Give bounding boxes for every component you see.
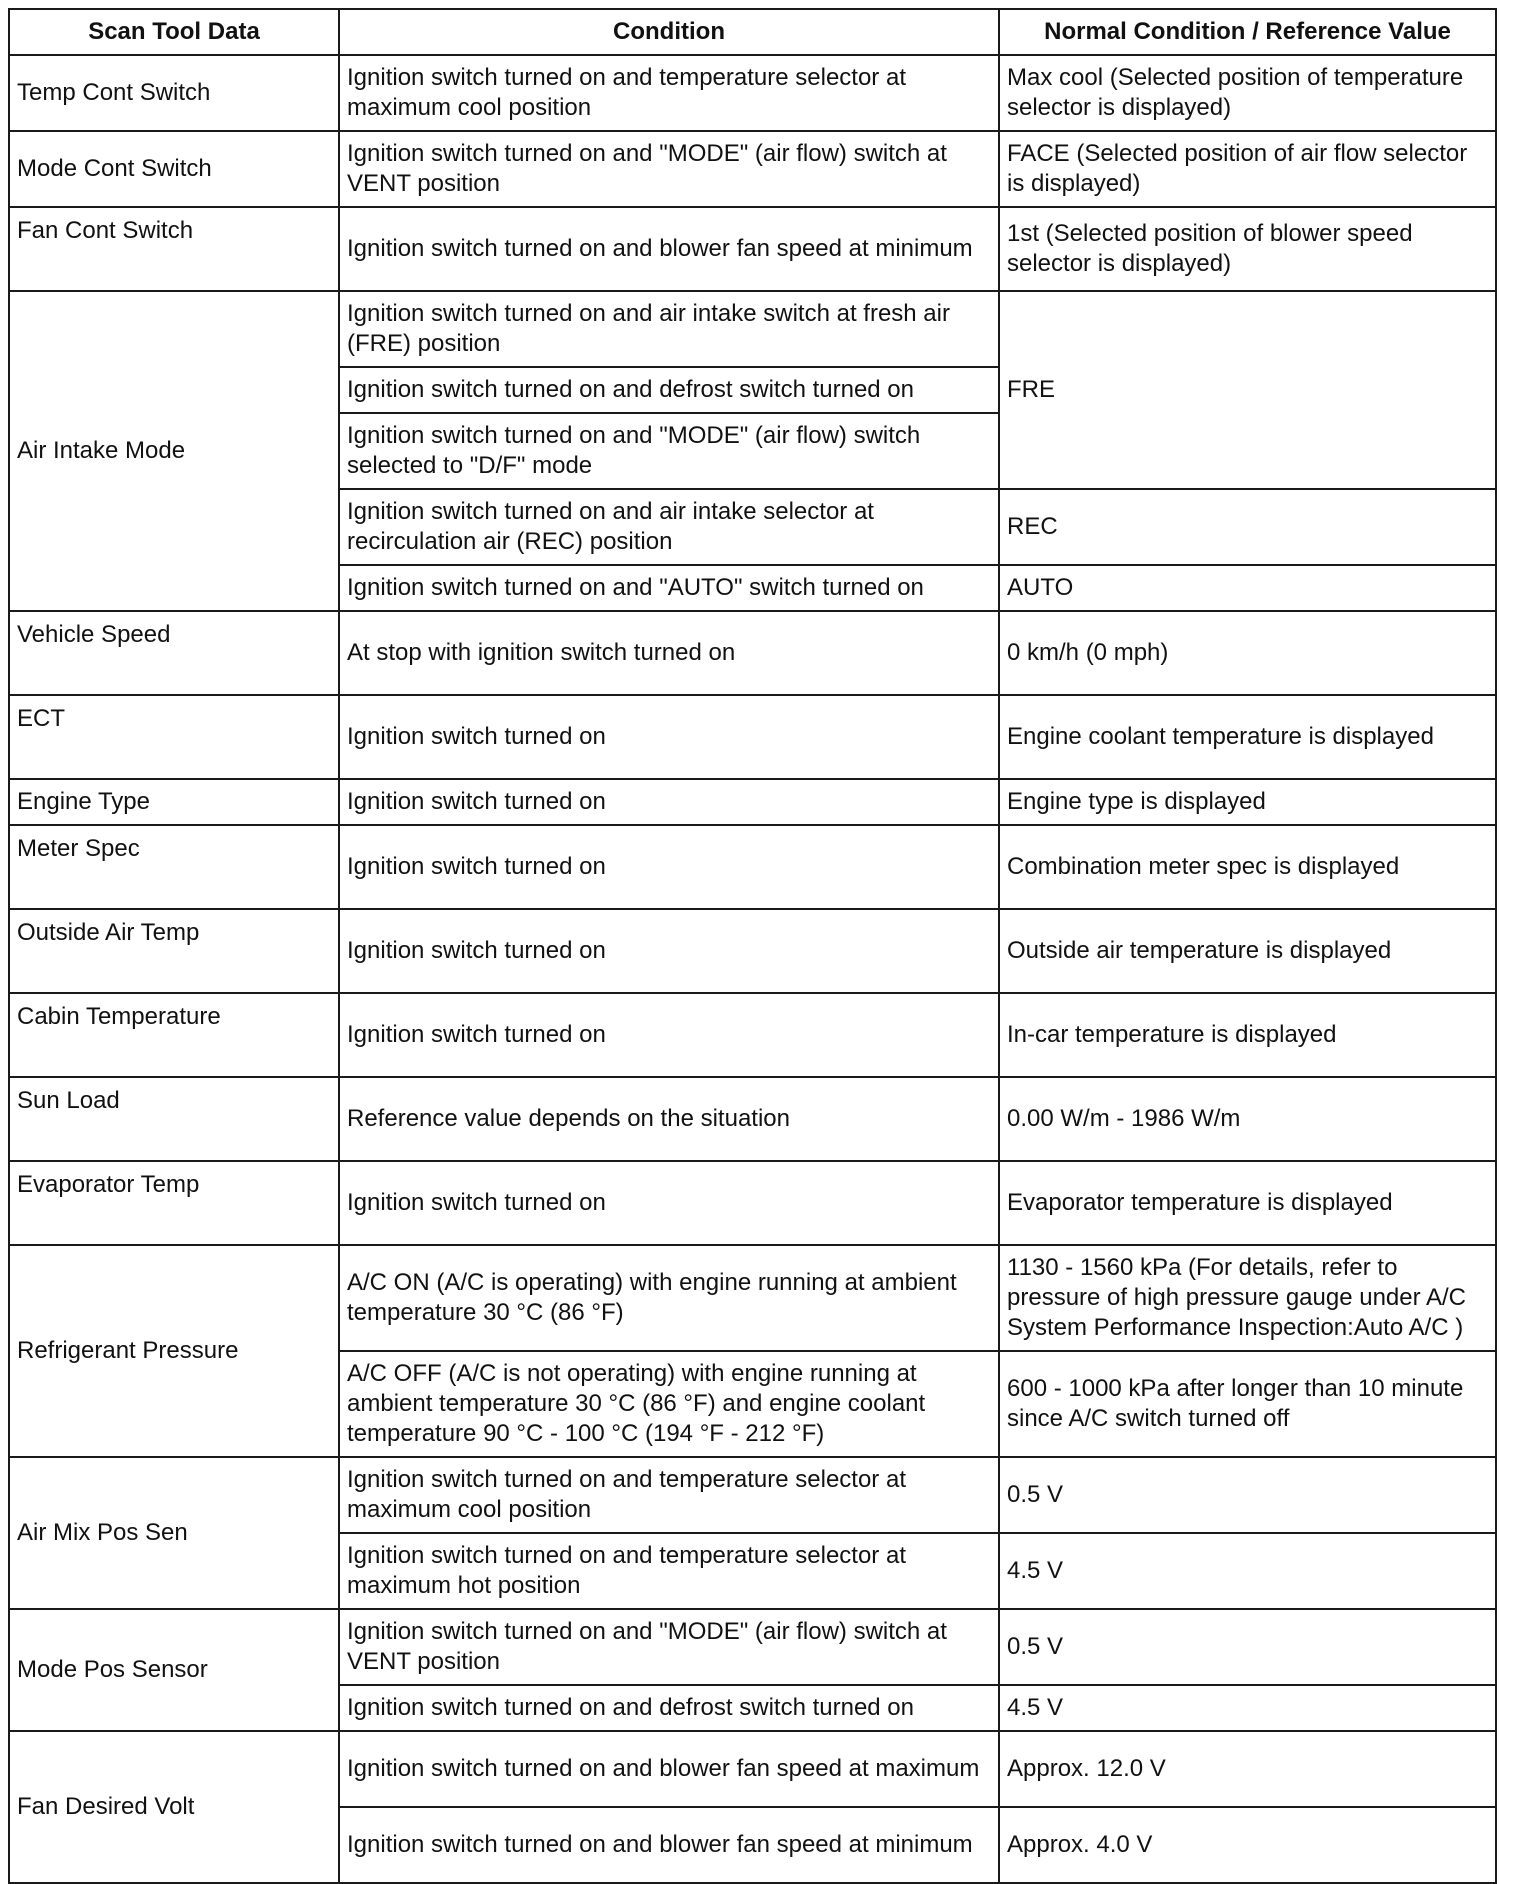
row-item: Air Mix Pos Sen: [9, 1457, 339, 1609]
row-condition: Ignition switch turned on: [339, 993, 999, 1077]
row-value: AUTO: [999, 565, 1496, 611]
table-row: [9, 909, 1496, 993]
scan-tool-data-table: [8, 8, 1497, 1884]
row-value: Combination meter spec is displayed: [999, 825, 1496, 909]
row-condition: Reference value depends on the situation: [339, 1077, 999, 1161]
row-item: Cabin Temperature: [9, 993, 339, 1077]
row-condition: Ignition switch turned on and "MODE" (air flow) switch at VENT position: [339, 131, 999, 207]
row-value: FACE (Selected position of air flow selector is displayed): [999, 131, 1496, 207]
row-condition: Ignition switch turned on and temperature selector at maximum cool position: [339, 1457, 999, 1533]
row-value: Approx. 12.0 V: [999, 1731, 1496, 1807]
row-value: 0.00 W/m - 1986 W/m: [999, 1077, 1496, 1161]
table-row: [9, 825, 1496, 909]
row-value: In-car temperature is displayed: [999, 993, 1496, 1077]
row-condition: Ignition switch turned on and temperature selector at maximum cool position: [339, 55, 999, 131]
row-value: Engine type is displayed: [999, 779, 1496, 825]
table-row: [9, 1731, 1496, 1807]
row-item: Outside Air Temp: [9, 909, 339, 993]
row-condition: A/C OFF (A/C is not operating) with engine running at ambient temperature 30 °C (86 °F) and engine coolant temperature 90 °C - 100 °C (194 °F - 212 °F): [339, 1351, 999, 1457]
row-condition: Ignition switch turned on and temperature selector at maximum hot position: [339, 1533, 999, 1609]
row-condition: Ignition switch turned on and defrost switch turned on: [339, 1685, 999, 1731]
row-value: 4.5 V: [999, 1685, 1496, 1731]
table-row: [9, 131, 1496, 207]
table-row: [9, 291, 1496, 367]
row-value: 1st (Selected position of blower speed selector is displayed): [999, 207, 1496, 291]
table-row: [9, 1077, 1496, 1161]
row-item: Vehicle Speed: [9, 611, 339, 695]
row-condition: Ignition switch turned on and air intake switch at fresh air (FRE) position: [339, 291, 999, 367]
row-condition: Ignition switch turned on and "AUTO" switch turned on: [339, 565, 999, 611]
row-condition: Ignition switch turned on: [339, 825, 999, 909]
row-condition: Ignition switch turned on and blower fan speed at minimum: [339, 1807, 999, 1883]
row-item: Fan Desired Volt: [9, 1731, 339, 1883]
row-condition: Ignition switch turned on and blower fan speed at minimum: [339, 207, 999, 291]
row-item: Temp Cont Switch: [9, 55, 339, 131]
row-condition: Ignition switch turned on: [339, 779, 999, 825]
table-row: [9, 1245, 1496, 1351]
row-condition: Ignition switch turned on: [339, 1161, 999, 1245]
table-row: [9, 207, 1496, 291]
row-item: Mode Pos Sensor: [9, 1609, 339, 1731]
row-value: 0 km/h (0 mph): [999, 611, 1496, 695]
row-condition: Ignition switch turned on and air intake selector at recirculation air (REC) position: [339, 489, 999, 565]
table-row: [9, 1609, 1496, 1685]
row-value: REC: [999, 489, 1496, 565]
header-condition: Condition: [339, 9, 999, 55]
table-row: [9, 993, 1496, 1077]
row-condition: Ignition switch turned on: [339, 909, 999, 993]
table-row: [9, 1457, 1496, 1533]
row-item: Fan Cont Switch: [9, 207, 339, 291]
row-item: Air Intake Mode: [9, 291, 339, 611]
row-item: Refrigerant Pressure: [9, 1245, 339, 1457]
row-value: 1130 - 1560 kPa (For details, refer to pressure of high pressure gauge under A/C System Performance Inspection:Auto A/C ): [999, 1245, 1496, 1351]
row-item: Mode Cont Switch: [9, 131, 339, 207]
header-reference-value: Normal Condition / Reference Value: [999, 9, 1496, 55]
header-scan-tool-data: Scan Tool Data: [9, 9, 339, 55]
row-value: 0.5 V: [999, 1609, 1496, 1685]
row-value: FRE: [999, 291, 1496, 489]
table-row: [9, 695, 1496, 779]
table-row: [9, 611, 1496, 695]
row-condition: Ignition switch turned on and "MODE" (air flow) switch selected to "D/F" mode: [339, 413, 999, 489]
row-value: Outside air temperature is displayed: [999, 909, 1496, 993]
row-value: Engine coolant temperature is displayed: [999, 695, 1496, 779]
table-row: [9, 55, 1496, 131]
row-value: Approx. 4.0 V: [999, 1807, 1496, 1883]
row-value: 4.5 V: [999, 1533, 1496, 1609]
row-item: Sun Load: [9, 1077, 339, 1161]
table-row: [9, 1161, 1496, 1245]
row-condition: Ignition switch turned on and "MODE" (air flow) switch at VENT position: [339, 1609, 999, 1685]
row-condition: Ignition switch turned on and defrost switch turned on: [339, 367, 999, 413]
row-condition: At stop with ignition switch turned on: [339, 611, 999, 695]
row-item: Meter Spec: [9, 825, 339, 909]
row-value: 600 - 1000 kPa after longer than 10 minute since A/C switch turned off: [999, 1351, 1496, 1457]
row-item: Engine Type: [9, 779, 339, 825]
row-value: Max cool (Selected position of temperature selector is displayed): [999, 55, 1496, 131]
row-condition: Ignition switch turned on and blower fan speed at maximum: [339, 1731, 999, 1807]
row-value: 0.5 V: [999, 1457, 1496, 1533]
row-item: ECT: [9, 695, 339, 779]
row-condition: Ignition switch turned on: [339, 695, 999, 779]
row-condition: A/C ON (A/C is operating) with engine running at ambient temperature 30 °C (86 °F): [339, 1245, 999, 1351]
row-item: Evaporator Temp: [9, 1161, 339, 1245]
row-value: Evaporator temperature is displayed: [999, 1161, 1496, 1245]
table-row: [9, 779, 1496, 825]
table-header-row: [9, 9, 1496, 55]
